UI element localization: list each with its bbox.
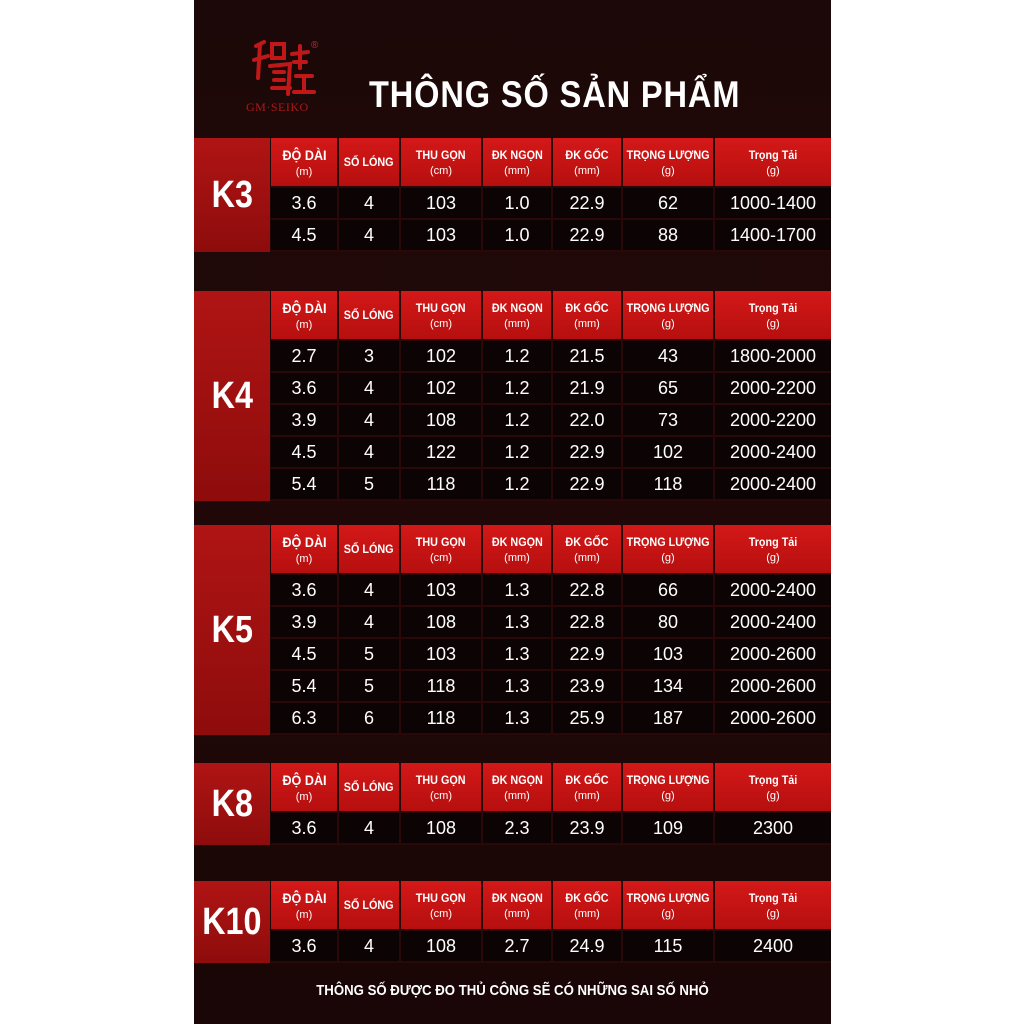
table-cell: 3.9: [271, 405, 339, 437]
model-name: K10: [202, 900, 262, 943]
table-cell: 103: [401, 575, 483, 607]
model-section-k3: [194, 138, 831, 252]
spec-poster: [194, 0, 831, 1024]
column-header-unit: (m): [295, 790, 313, 803]
table-row: [271, 703, 831, 735]
table-cell: 2300: [715, 813, 831, 845]
table-row: [271, 607, 831, 639]
column-header: [483, 881, 553, 931]
table-cell: 1.3: [483, 703, 553, 735]
table-row: [271, 575, 831, 607]
column-header: [623, 881, 715, 931]
column-header: [401, 291, 483, 341]
table-row: [271, 671, 831, 703]
table-cell: 4: [339, 931, 401, 963]
table-cell: 1.2: [483, 469, 553, 501]
table-row: [271, 220, 831, 252]
table-cell: 5.4: [271, 671, 339, 703]
column-header-unit: (mm): [504, 551, 530, 564]
table-cell: 108: [401, 931, 483, 963]
table-cell: 102: [401, 373, 483, 405]
table-cell: 118: [401, 703, 483, 735]
table-cell: 2400: [715, 931, 831, 963]
column-header: [483, 291, 553, 341]
column-header: [623, 138, 715, 188]
table-cell: 2000-2600: [715, 671, 831, 703]
table-cell: 21.9: [553, 373, 623, 405]
table-cell: 2000-2400: [715, 607, 831, 639]
table-row: [271, 373, 831, 405]
column-header-name: THU GỌN: [416, 147, 466, 162]
table-cell: 2000-2400: [715, 469, 831, 501]
table-header-row: [271, 881, 831, 931]
column-header-name: ĐK NGỌN: [491, 300, 543, 315]
column-header-unit: (g): [766, 551, 780, 564]
table-cell: 2000-2400: [715, 437, 831, 469]
table-cell: 1.2: [483, 341, 553, 373]
column-header-unit: (cm): [430, 789, 452, 802]
column-header-name: SỐ LÓNG: [344, 308, 394, 322]
column-header-unit: (g): [766, 164, 780, 177]
table-row: [271, 188, 831, 220]
column-header-unit: (g): [661, 551, 675, 564]
table-cell: 4: [339, 813, 401, 845]
column-header-name: THU GỌN: [416, 534, 466, 549]
column-header: [715, 138, 831, 188]
table-cell: 3.6: [271, 188, 339, 220]
table-cell: 2000-2600: [715, 639, 831, 671]
table-cell: 25.9: [553, 703, 623, 735]
column-header-name: ĐK NGỌN: [491, 772, 543, 787]
table-header-row: [271, 291, 831, 341]
table-cell: 134: [623, 671, 715, 703]
column-header: [553, 763, 623, 813]
table-cell: 22.9: [553, 220, 623, 252]
column-header-name: ĐỘ DÀI: [281, 771, 327, 788]
table-cell: 102: [401, 341, 483, 373]
table-cell: 2000-2400: [715, 575, 831, 607]
gm-seiko-logo-icon: [250, 38, 320, 100]
model-label: [194, 881, 270, 963]
column-header-name: Trọng Tải: [748, 147, 798, 162]
column-header-unit: (m): [295, 318, 313, 331]
column-header: [623, 525, 715, 575]
table-cell: 2.7: [271, 341, 339, 373]
table-cell: 103: [401, 220, 483, 252]
table-cell: 6: [339, 703, 401, 735]
table-header-row: [271, 138, 831, 188]
column-header: [623, 763, 715, 813]
table-cell: 122: [401, 437, 483, 469]
model-section-k8: [194, 763, 831, 845]
column-header: [553, 291, 623, 341]
table-cell: 3.6: [271, 931, 339, 963]
column-header: [715, 763, 831, 813]
column-header-name: ĐK NGỌN: [491, 534, 543, 549]
column-header-unit: (m): [295, 908, 313, 921]
table-cell: 4: [339, 437, 401, 469]
footnote: THÔNG SỐ ĐƯỢC ĐO THỦ CÔNG SẼ CÓ NHỮNG SAI SỐ NHỎ: [316, 982, 709, 999]
column-header-unit: (mm): [574, 907, 600, 920]
table-cell: 5: [339, 671, 401, 703]
column-header-unit: (mm): [504, 164, 530, 177]
model-section-k10: [194, 881, 831, 963]
table-cell: 3.9: [271, 607, 339, 639]
table-row: [271, 813, 831, 845]
column-header: [271, 763, 339, 813]
column-header-name: ĐK GỐC: [565, 890, 609, 905]
table-cell: 118: [401, 671, 483, 703]
table-cell: 4: [339, 373, 401, 405]
column-header-unit: (mm): [574, 789, 600, 802]
table-cell: 22.9: [553, 639, 623, 671]
table-row: [271, 437, 831, 469]
table-cell: 4.5: [271, 639, 339, 671]
column-header: [483, 525, 553, 575]
table-cell: 21.5: [553, 341, 623, 373]
model-name: K4: [211, 374, 253, 417]
column-header-name: TRỌNG LƯỢNG: [626, 772, 710, 787]
table-row: [271, 341, 831, 373]
table-cell: 4: [339, 405, 401, 437]
table-cell: 65: [623, 373, 715, 405]
column-header-name: Trọng Tải: [748, 300, 798, 315]
column-header-name: ĐK GỐC: [565, 147, 609, 162]
table-cell: 1.3: [483, 607, 553, 639]
table-cell: 5: [339, 469, 401, 501]
table-cell: 1800-2000: [715, 341, 831, 373]
table-cell: 3.6: [271, 813, 339, 845]
column-header-name: Trọng Tải: [748, 772, 798, 787]
column-header-name: SỐ LÓNG: [344, 542, 394, 556]
model-label: [194, 291, 270, 501]
table-cell: 22.9: [553, 188, 623, 220]
table-cell: 1400-1700: [715, 220, 831, 252]
table-cell: 2.7: [483, 931, 553, 963]
column-header-unit: (m): [295, 165, 313, 178]
table-cell: 22.8: [553, 607, 623, 639]
table-cell: 187: [623, 703, 715, 735]
header: [194, 0, 831, 136]
table-cell: 1.3: [483, 639, 553, 671]
spec-table: [271, 291, 831, 501]
column-header-name: THU GỌN: [416, 300, 466, 315]
table-cell: 103: [623, 639, 715, 671]
column-header-name: ĐỘ DÀI: [281, 533, 327, 550]
table-cell: 23.9: [553, 671, 623, 703]
table-cell: 4: [339, 188, 401, 220]
table-cell: 4: [339, 607, 401, 639]
table-cell: 22.8: [553, 575, 623, 607]
column-header-unit: (g): [766, 317, 780, 330]
column-header-unit: (mm): [574, 551, 600, 564]
model-label: [194, 763, 270, 845]
table-cell: 103: [401, 188, 483, 220]
table-cell: 88: [623, 220, 715, 252]
table-cell: 2.3: [483, 813, 553, 845]
table-cell: 6.3: [271, 703, 339, 735]
model-label: [194, 525, 270, 735]
table-cell: 22.9: [553, 469, 623, 501]
table-cell: 108: [401, 405, 483, 437]
spec-table: [271, 881, 831, 963]
column-header: [483, 138, 553, 188]
column-header-unit: (cm): [430, 164, 452, 177]
column-header-unit: (g): [766, 789, 780, 802]
column-header: [553, 138, 623, 188]
table-row: [271, 469, 831, 501]
table-cell: 109: [623, 813, 715, 845]
column-header: [339, 138, 401, 188]
table-cell: 115: [623, 931, 715, 963]
table-cell: 2000-2200: [715, 373, 831, 405]
table-cell: 2000-2200: [715, 405, 831, 437]
column-header-name: ĐK NGỌN: [491, 890, 543, 905]
column-header-unit: (g): [661, 789, 675, 802]
column-header-name: SỐ LÓNG: [344, 780, 394, 794]
table-cell: 1.0: [483, 220, 553, 252]
model-name: K8: [211, 782, 253, 825]
table-cell: 4: [339, 220, 401, 252]
table-cell: 3.6: [271, 373, 339, 405]
column-header-name: ĐỘ DÀI: [281, 299, 327, 316]
column-header: [715, 881, 831, 931]
model-name: K5: [211, 608, 253, 651]
column-header: [553, 881, 623, 931]
table-cell: 1.3: [483, 575, 553, 607]
column-header-unit: (g): [661, 317, 675, 330]
table-cell: 22.9: [553, 437, 623, 469]
column-header: [271, 881, 339, 931]
table-cell: 3: [339, 341, 401, 373]
column-header-name: Trọng Tải: [748, 890, 798, 905]
table-cell: 1.3: [483, 671, 553, 703]
column-header: [483, 763, 553, 813]
column-header-name: SỐ LÓNG: [344, 898, 394, 912]
logo-text: GM·SEIKO: [246, 100, 309, 114]
table-cell: 1.0: [483, 188, 553, 220]
column-header: [401, 138, 483, 188]
table-row: [271, 405, 831, 437]
column-header: [715, 291, 831, 341]
column-header-name: ĐK NGỌN: [491, 147, 543, 162]
registered-mark: ®: [311, 40, 319, 51]
table-cell: 1.2: [483, 373, 553, 405]
column-header: [623, 291, 715, 341]
table-cell: 4.5: [271, 220, 339, 252]
column-header-name: ĐK GỐC: [565, 534, 609, 549]
table-cell: 22.0: [553, 405, 623, 437]
column-header-name: SỐ LÓNG: [344, 155, 394, 169]
column-header: [339, 291, 401, 341]
column-header: [715, 525, 831, 575]
table-cell: 4.5: [271, 437, 339, 469]
table-row: [271, 931, 831, 963]
table-cell: 118: [401, 469, 483, 501]
column-header: [401, 881, 483, 931]
column-header-name: TRỌNG LƯỢNG: [626, 147, 710, 162]
spec-table: [271, 138, 831, 252]
page-title: THÔNG SỐ SẢN PHẨM: [369, 74, 741, 115]
table-header-row: [271, 525, 831, 575]
column-header-name: ĐK GỐC: [565, 300, 609, 315]
column-header: [271, 291, 339, 341]
table-cell: 24.9: [553, 931, 623, 963]
table-cell: 108: [401, 813, 483, 845]
column-header-unit: (g): [661, 907, 675, 920]
column-header: [339, 881, 401, 931]
column-header-unit: (cm): [430, 317, 452, 330]
column-header: [339, 763, 401, 813]
table-cell: 3.6: [271, 575, 339, 607]
column-header-name: THU GỌN: [416, 772, 466, 787]
column-header-unit: (cm): [430, 907, 452, 920]
table-cell: 73: [623, 405, 715, 437]
table-cell: 103: [401, 639, 483, 671]
spec-table: [271, 763, 831, 845]
column-header-name: ĐK GỐC: [565, 772, 609, 787]
model-label: [194, 138, 270, 252]
table-cell: 62: [623, 188, 715, 220]
table-cell: 23.9: [553, 813, 623, 845]
spec-table: [271, 525, 831, 735]
column-header-unit: (mm): [574, 164, 600, 177]
model-section-k4: [194, 291, 831, 501]
table-row: [271, 639, 831, 671]
column-header: [339, 525, 401, 575]
table-cell: 1.2: [483, 437, 553, 469]
table-cell: 108: [401, 607, 483, 639]
column-header-unit: (g): [766, 907, 780, 920]
column-header-unit: (mm): [574, 317, 600, 330]
column-header-unit: (mm): [504, 789, 530, 802]
column-header-name: Trọng Tải: [748, 534, 798, 549]
column-header-name: TRỌNG LƯỢNG: [626, 890, 710, 905]
table-cell: 102: [623, 437, 715, 469]
table-cell: 5: [339, 639, 401, 671]
table-cell: 80: [623, 607, 715, 639]
column-header-unit: (g): [661, 164, 675, 177]
column-header-name: TRỌNG LƯỢNG: [626, 534, 710, 549]
table-cell: 43: [623, 341, 715, 373]
table-cell: 66: [623, 575, 715, 607]
table-cell: 5.4: [271, 469, 339, 501]
column-header-name: ĐỘ DÀI: [281, 889, 327, 906]
table-cell: 1000-1400: [715, 188, 831, 220]
column-header-name: THU GỌN: [416, 890, 466, 905]
model-name: K3: [211, 173, 253, 216]
column-header: [271, 138, 339, 188]
column-header-name: TRỌNG LƯỢNG: [626, 300, 710, 315]
column-header: [271, 525, 339, 575]
model-section-k5: [194, 525, 831, 735]
column-header-unit: (mm): [504, 317, 530, 330]
column-header-unit: (mm): [504, 907, 530, 920]
table-cell: 4: [339, 575, 401, 607]
column-header: [553, 525, 623, 575]
column-header-unit: (cm): [430, 551, 452, 564]
table-header-row: [271, 763, 831, 813]
table-cell: 1.2: [483, 405, 553, 437]
column-header-name: ĐỘ DÀI: [281, 146, 327, 163]
table-cell: 2000-2600: [715, 703, 831, 735]
column-header: [401, 525, 483, 575]
column-header: [401, 763, 483, 813]
table-cell: 118: [623, 469, 715, 501]
column-header-unit: (m): [295, 552, 313, 565]
